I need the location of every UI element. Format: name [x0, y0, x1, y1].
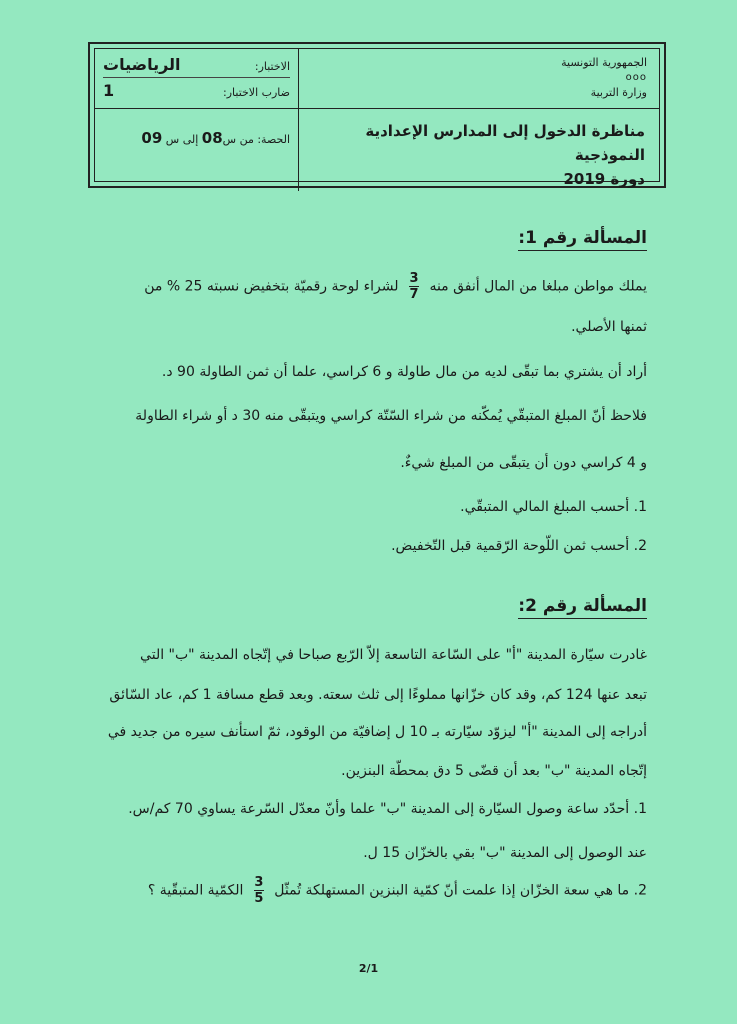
coef-value: 1	[103, 81, 115, 100]
problem2-line1: غادرت سيّارة المدينة "أ" على السّاعة التاسعة إلاّ الرّبع صباحا في إتّجاه المدينة "ب" التي	[140, 647, 647, 663]
exam-title-cell	[298, 109, 659, 191]
subject-cell	[95, 49, 298, 109]
problem1-question1: 1. أحسب المبلغ المالي المتبقّي.	[460, 499, 647, 515]
problem2-question1: 1. أحدّد ساعة وصول السيّارة إلى المدينة "ب" علما وأنّ معدّل السّرعة يساوي 70 كم/س.	[128, 801, 647, 817]
session	[299, 167, 645, 191]
problem2-heading: المسألة رقم 2:	[86, 596, 647, 616]
country-name: الجمهورية التونسية	[561, 56, 647, 69]
fraction-3-7: $\frac{3}{7}$	[409, 271, 419, 302]
time-to: 09	[141, 129, 163, 147]
page-number: 2/1	[358, 962, 379, 975]
time-label: الحصة: من س	[222, 133, 290, 146]
ministry-cell	[298, 49, 659, 109]
problem2-line4: إتّجاه المدينة "ب" بعد أن قضّى 5 دق بمحطّة البنزين.	[341, 763, 647, 779]
problem1-line4: فلاحظ أنّ المبلغ المتبقّي يُمكّنه من شراء السّتّة كراسي ويتبقّى منه 30 د أو شراء الطاولة	[135, 408, 647, 424]
problem2-line2: تبعد عنها 124 كم، وقد كان خزّانها مملوءًا إلى ثلث سعته. وبعد قطع مسافة 1 كم، عاد السّائق	[109, 687, 647, 703]
exam-title: مناظرة الدخول إلى المدارس الإعدادية النموذجية	[365, 122, 645, 164]
time-cell	[95, 109, 298, 191]
problem1-line1: يملك مواطن مبلغا من المال أنفق منه $\frac{3}{7}$ لشراء لوحة رقميّة بتخفيض نسبته 25 % من	[144, 271, 647, 302]
problem1-line3: أراد أن يشتري بما تبقّى لديه من مال طاولة و 6 كراسي، علما أن ثمن الطاولة 90 د.	[161, 364, 647, 380]
problem1-line2: ثمنها الأصلي.	[571, 319, 647, 335]
fraction-3-5: $\frac{3}{5}$	[254, 875, 264, 906]
problem2-question2: 2. ما هي سعة الخزّان إذا علمت أنّ كمّية البنزين المستهلكة تُمثّل $\frac{3}{5}$ الكمّية المتبقّية ؟	[147, 875, 647, 906]
subject-label: الاختبار:	[254, 60, 290, 73]
problem2-line3: أدراجه إلى المدينة "أ" ليزوّد سيّارته بـ 10 ل إضافيّة من الوقود، ثمّ استأنف سيره من جديد في	[107, 724, 647, 740]
problem1-line5: و 4 كراسي دون أن يتبقّى من المبلغ شيءٌ.	[400, 455, 647, 471]
subject-value: الرياضيات	[103, 55, 181, 74]
time-from: 08	[201, 129, 223, 147]
problem2-note: عند الوصول إلى المدينة "ب" بقي بالخزّان 15 ل.	[363, 845, 647, 861]
problem1-question2: 2. أحسب ثمن اللّوحة الرّقمية قبل التّخفيض.	[391, 538, 647, 554]
session-label: دورة	[610, 170, 645, 188]
header-box	[88, 42, 666, 188]
separator-dots: ooo	[625, 72, 647, 83]
session-year: 2019	[563, 170, 606, 188]
time-mid: إلى س	[165, 133, 199, 146]
ministry-name: وزارة التربية	[590, 86, 647, 99]
problem1-heading: المسألة رقم 1:	[86, 228, 647, 248]
coef-label: ضارب الاختبار:	[223, 86, 290, 99]
